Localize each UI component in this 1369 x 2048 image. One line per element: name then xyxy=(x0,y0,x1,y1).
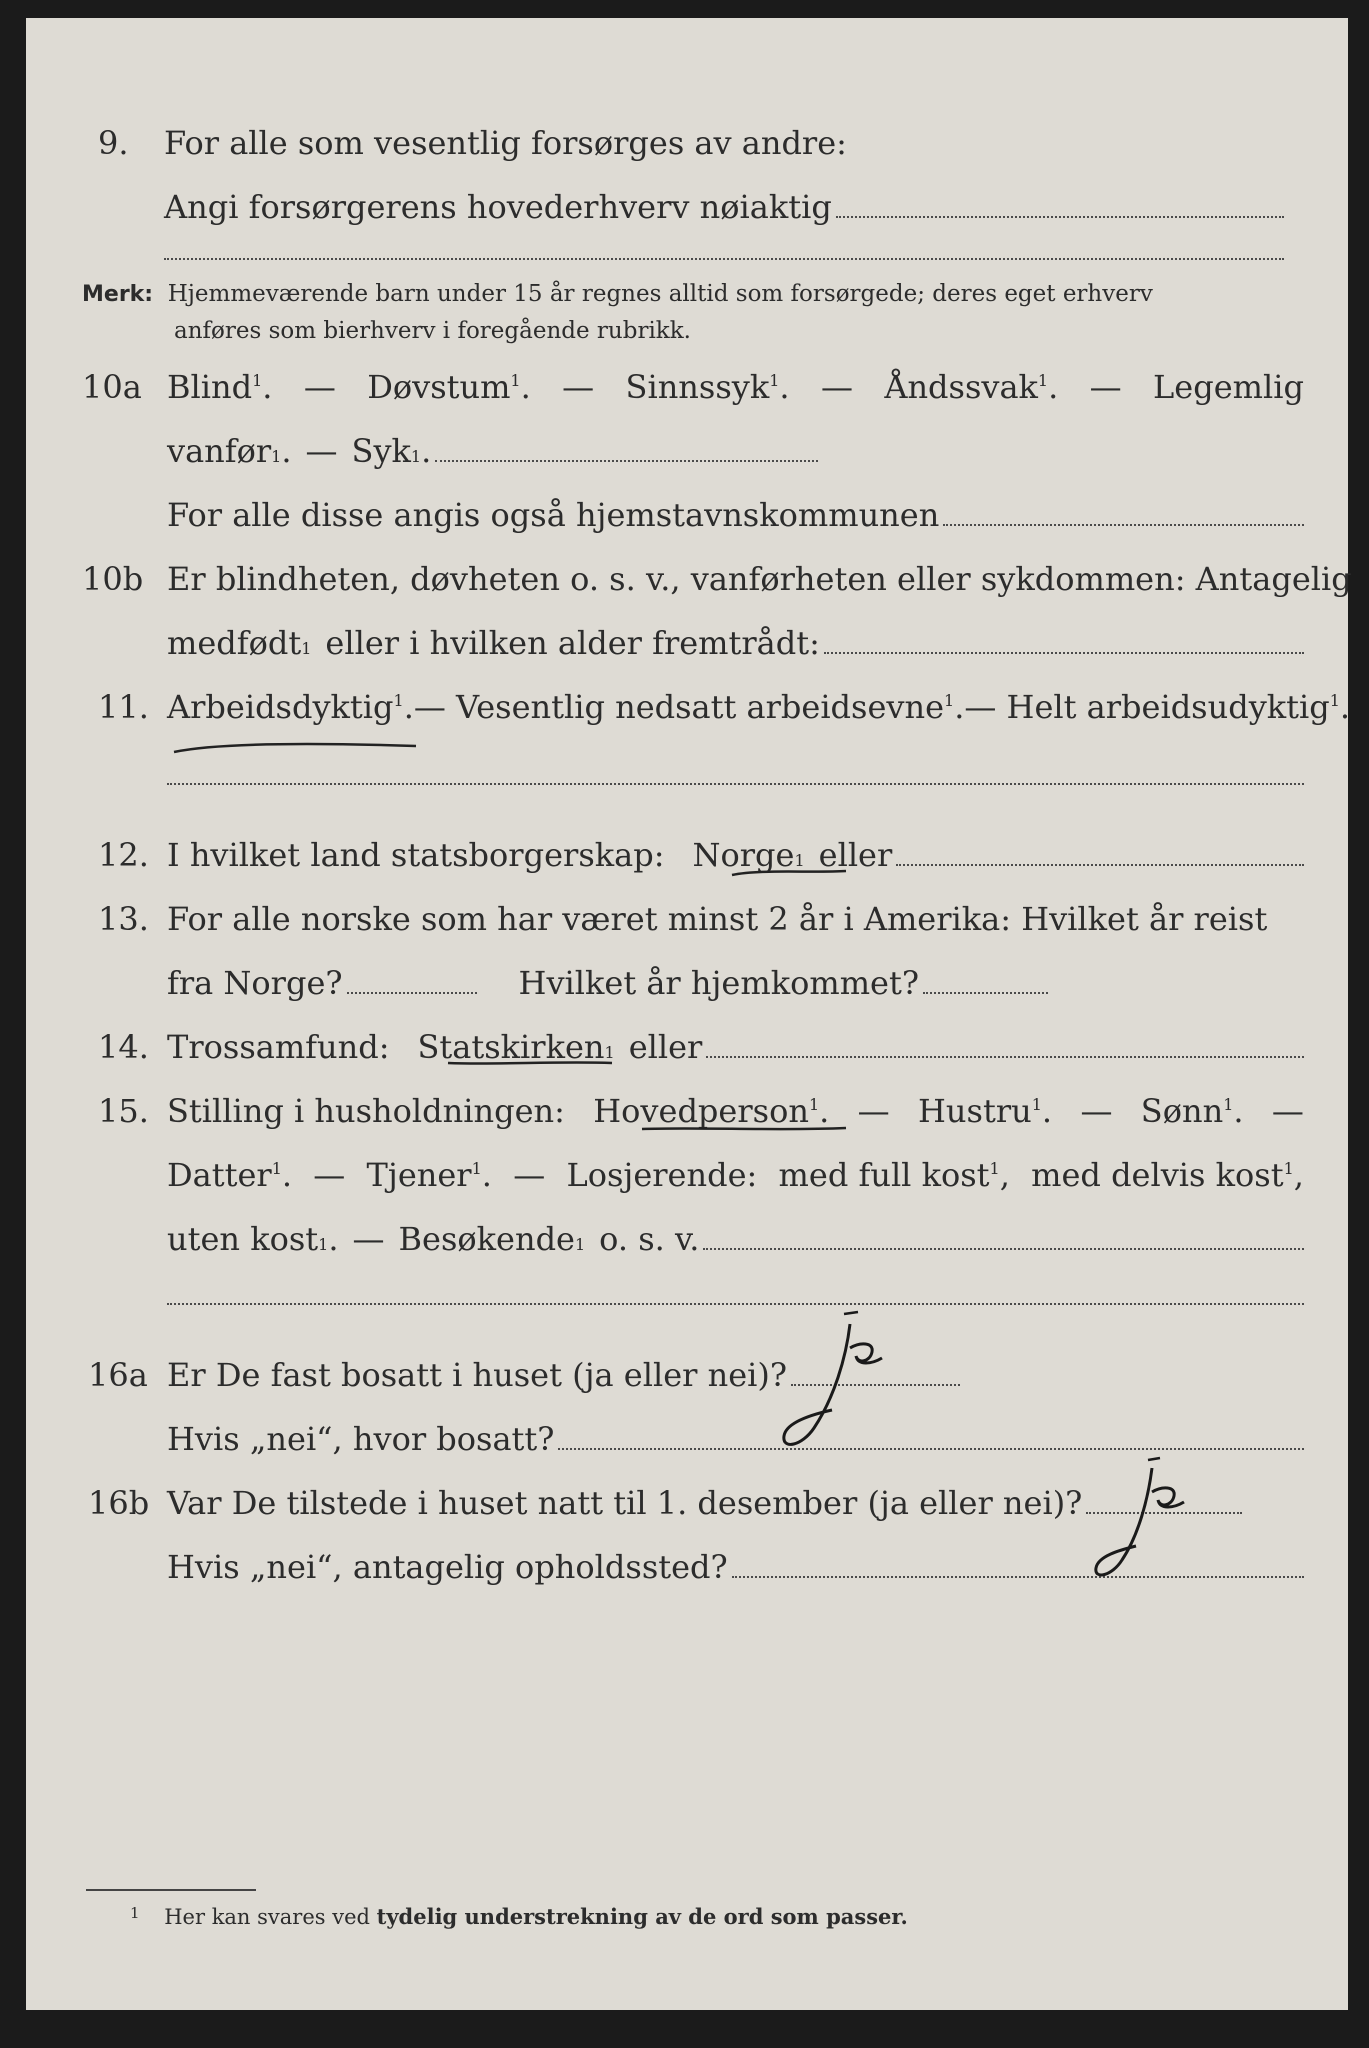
handwritten-answer-16b xyxy=(1086,1456,1206,1600)
q14-number: 14. xyxy=(98,1028,149,1066)
handwritten-answer-16a xyxy=(774,1308,894,1462)
opt-datter[interactable]: Datter xyxy=(167,1156,272,1194)
opt-statskirken[interactable]: Statskirken xyxy=(417,1028,605,1066)
footnote-text-bold: tydelig understrekning av de ord som passer. xyxy=(376,1904,908,1929)
q10a-syk-answer-line[interactable] xyxy=(435,460,818,462)
q9-answer-line[interactable] xyxy=(836,216,1284,218)
opt-arbeidsdyktig[interactable]: Arbeidsdyktig xyxy=(167,688,394,726)
q16a-text: Er De fast bosatt i huset (ja eller nei)? xyxy=(167,1356,788,1394)
q13-number: 13. xyxy=(98,900,149,938)
opt-uten-kost[interactable]: uten kost xyxy=(167,1220,319,1258)
q13-hjemkommet-text: Hvilket år hjemkommet? xyxy=(518,964,919,1002)
opt-helt-arbeidsudyktig[interactable]: — Helt arbeidsudyktig xyxy=(964,688,1330,726)
q15-number: 15. xyxy=(98,1092,149,1130)
opt-hovedperson[interactable]: Hovedperson xyxy=(593,1092,809,1130)
opt-hustru[interactable]: Hustru xyxy=(918,1092,1032,1130)
footnote xyxy=(130,1904,908,1929)
q14-eller: eller xyxy=(628,1028,703,1066)
opt-vesentlig-nedsatt[interactable]: — Vesentlig nedsatt arbeidsevne xyxy=(413,688,945,726)
q10b-answer-line[interactable] xyxy=(824,652,1304,654)
q16b-opholdssted-answer-line[interactable] xyxy=(732,1576,1304,1578)
q16a-text2: Hvis „nei“, hvor bosatt? xyxy=(167,1420,555,1458)
q15-answer-line-2[interactable] xyxy=(167,1303,1304,1305)
opt-legemlig[interactable]: Legemlig xyxy=(1153,368,1304,406)
q10b-text: Er blindheten, døvheten o. s. v., vanførheten eller sykdommen: Antagelig xyxy=(167,560,1352,598)
merk-text-1: Hjemmeværende barn under 15 år regnes alltid som forsørgede; deres eget erhverv xyxy=(167,281,1153,307)
q13-hjemkommet-answer-line[interactable] xyxy=(923,992,1048,994)
q9-answer-line-2[interactable] xyxy=(164,258,1284,260)
q10b-number: 10b xyxy=(82,560,144,598)
q12-text: I hvilket land statsborgerskap: xyxy=(167,836,665,874)
opt-full-kost[interactable]: med full kost xyxy=(778,1156,990,1194)
q13-reist-answer-line[interactable] xyxy=(347,992,477,994)
opt-blind[interactable]: Blind xyxy=(167,368,253,406)
opt-syk[interactable]: Syk xyxy=(351,432,411,470)
opt-norge[interactable]: Norge xyxy=(692,836,795,874)
q9-text2: Angi forsørgerens hovederhverv nøiaktig xyxy=(164,188,832,226)
merk-text-2: anføres som bierhverv i foregående rubrikk. xyxy=(174,318,691,344)
q15-text: Stilling i husholdningen: xyxy=(167,1092,565,1130)
q9-text: For alle som vesentlig forsørges av andre: xyxy=(164,124,847,162)
opt-losjerende[interactable]: Losjerende: xyxy=(566,1156,758,1194)
merk-label: Merk: xyxy=(82,282,154,307)
q13-text: For alle norske som har været minst 2 år i Amerika: Hvilket år reist xyxy=(167,900,1268,938)
q12-answer-line[interactable] xyxy=(896,864,1304,866)
opt-delvis-kost[interactable]: med delvis kost xyxy=(1031,1156,1284,1194)
q16a-number: 16a xyxy=(88,1356,148,1394)
q9-number: 9. xyxy=(98,124,129,162)
opt-sinnssyk[interactable]: Sinnssyk xyxy=(625,368,770,406)
underline-statskirken-mark xyxy=(446,1056,616,1075)
q10a-number: 10a xyxy=(82,368,142,406)
q10b-text2: eller i hvilken alder fremtrådt: xyxy=(325,624,820,662)
q14-text: Trossamfund: xyxy=(167,1028,390,1066)
q10a-hjemstavn-answer-line[interactable] xyxy=(943,524,1304,526)
merk-note xyxy=(82,276,1304,349)
q15-osv: o. s. v. xyxy=(599,1220,700,1258)
q12-number: 12. xyxy=(98,836,149,874)
q14-answer-line[interactable] xyxy=(706,1056,1304,1058)
opt-andssvak[interactable]: Åndssvak xyxy=(884,368,1038,406)
q12-eller: eller xyxy=(818,836,893,874)
census-form-page: 9. For alle som vesentlig forsørges av andre: Angi forsørgerens hovederhverv nøiaktig Merk: Hjemmeværende barn under 15 år regnes alltid som forsørgede; deres eget erhverv anføres som bierhverv i foregående rubrikk. 10a Blind$^1$. — Døvstum$^1$. — Sinnssyk$^1$. — Åndssvak$^1$. — Legemlig vanfør 1 . — Syk 1 . For alle disse angis også hjemstavnskommunen 10b Er blindheten, døvheten o. s. v., vanførheten eller sykdommen: Antagelig medfødt 1 eller i hvilken alder fremtrådt: 11. Arbeidsdyktig$^1$. — Vesentlig nedsatt arbeidsevne$^1$. — Helt arbeidsudyktig$^1$. 12. I hvilket land statsborgerskap: Norge 1 eller 13. For alle norske som har været minst 2 år i Amerika: Hvilket år reist fra Norge? Hvilket år hjemkommet? 14. Trossamfund: Statskirken 1 eller 15. Stilling i husholdningen: Hovedperson$^1$. — Hustru$^1$. — Sønn$^1$. — Datter$^1$. — Tjener$^1$. — Losjerende: med full kost$^1$, med delvis kost$^1$, uten kost 1 . — Besøkende 1 o. s. v. 16a Er De fast bosatt i huset (ja eller nei)? Hvis „nei“, hvor bosatt? 16b Var De tilstede i huset natt til 1. desember (ja eller nei)? Hvis „nei“, antagelig opholdssted? $^1$ Her kan svares ved tydelig understrekning av de ord som passer. xyxy=(26,18,1348,2010)
opt-besokende[interactable]: Besøkende xyxy=(398,1220,575,1258)
q11-number: 11. xyxy=(98,688,149,726)
footnote-marker: 1 xyxy=(130,1904,140,1922)
opt-sonn[interactable]: Sønn xyxy=(1140,1092,1224,1130)
underline-arbeidsdyktig-mark xyxy=(172,738,422,762)
q10a-hjemstavn-text: For alle disse angis også hjemstavnskommunen xyxy=(167,496,940,534)
opt-medfodt[interactable]: medfødt xyxy=(167,624,302,662)
opt-dovstum[interactable]: Døvstum xyxy=(367,368,511,406)
footnote-divider xyxy=(86,1889,256,1891)
q13-reist-text: fra Norge? xyxy=(167,964,343,1002)
footnote-text-plain: Her kan svares ved xyxy=(164,1905,370,1929)
q16b-number: 16b xyxy=(88,1484,150,1522)
underline-norge-mark xyxy=(730,866,850,885)
q16b-text2: Hvis „nei“, antagelig opholdssted? xyxy=(167,1548,728,1586)
q15-answer-line[interactable] xyxy=(703,1248,1304,1250)
underline-hovedperson-mark xyxy=(640,1122,850,1141)
opt-tjener[interactable]: Tjener xyxy=(366,1156,472,1194)
q16a-bosatt-answer-line[interactable] xyxy=(558,1448,1304,1450)
q16b-text: Var De tilstede i huset natt til 1. desember (ja eller nei)? xyxy=(167,1484,1083,1522)
q11-answer-line[interactable] xyxy=(167,783,1304,785)
opt-vanfor[interactable]: vanfør xyxy=(167,432,272,470)
